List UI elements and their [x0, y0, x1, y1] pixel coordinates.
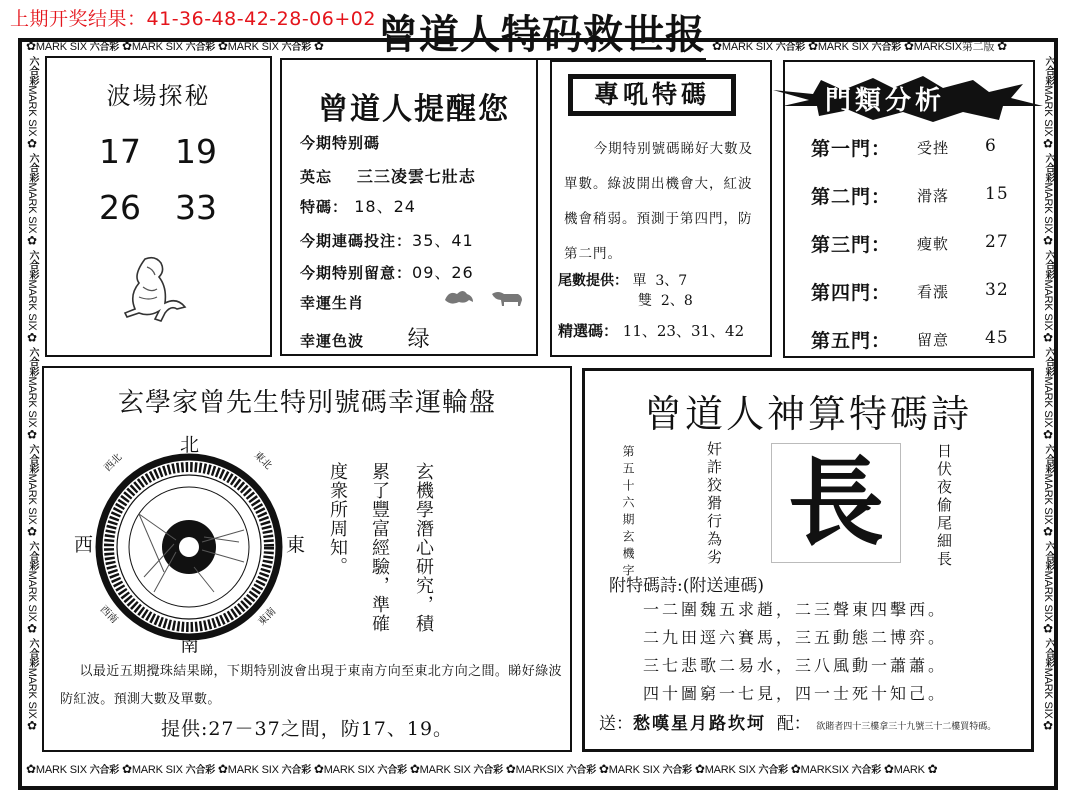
panel-lucky-wheel [42, 366, 572, 752]
panel-title: 波場探秘 [106, 82, 211, 110]
border-text: MARK SIX [419, 764, 471, 776]
gate-label: 第二門： [811, 186, 892, 208]
logo-text: 六合彩 [27, 541, 38, 571]
logo-text: 六合彩 [566, 765, 597, 776]
wheel-provide: 提供:27－37之間，防17、19。 [160, 718, 454, 740]
clover-icon: ✿ [217, 762, 228, 776]
clover-icon: ✿ [1041, 233, 1055, 248]
lucky-number: 26 [99, 188, 141, 227]
clover-icon: ✿ [25, 136, 39, 151]
picks [558, 320, 744, 341]
border-strip-top-right [712, 38, 1054, 54]
masthead-title: 曾道人特码救世报 [378, 11, 706, 58]
border-text: MARK SIX [26, 473, 38, 525]
direction-east: 東 [286, 534, 306, 556]
bird-illustration-icon [117, 253, 197, 323]
border-text: MARK SIX [26, 182, 38, 234]
border-text: MARK SIX [1042, 85, 1054, 137]
picks-label: 精選碼： [558, 322, 619, 340]
ox-icon [490, 288, 524, 306]
border-text: MARK SIX [704, 764, 756, 776]
clover-icon: ✿ [25, 233, 39, 248]
lucky-color-value: 绿 [407, 327, 431, 352]
tail-label: 尾數提供： [558, 273, 628, 289]
border-text: MARK SIX [1042, 279, 1054, 331]
gate-label: 第四門： [811, 282, 892, 304]
clover-icon: ✿ [883, 762, 894, 776]
clover-icon: ✿ [26, 762, 36, 776]
edition-text: MARKSIX第二版 [913, 41, 995, 53]
logo-text: 六合彩 [1043, 347, 1054, 377]
logo-text: 六合彩 [185, 765, 216, 776]
logo-text: 六合彩 [1043, 638, 1054, 668]
border-text: MARK SIX [131, 41, 183, 53]
gate-row [811, 278, 1009, 305]
clover-icon: ✿ [217, 39, 228, 53]
gate-row [811, 326, 1009, 353]
logo-text: 六合彩 [662, 765, 692, 776]
issue-column: 第五十六期玄機字 [621, 445, 635, 581]
last-result-label: 上期开奖结果： [10, 8, 147, 30]
poem-line: 四十圖窮一七見，四一士死十知己。 [643, 684, 948, 703]
poem-header: 附特碼詩:(附送連碼) [609, 576, 764, 596]
border-text: MARK SIX [35, 764, 87, 776]
logo-text: 六合彩 [89, 765, 120, 776]
row-value: 三三凌雲七壯志 [356, 167, 476, 186]
gate-label: 第三門： [811, 234, 892, 256]
border-text: MARK SIX [26, 376, 38, 428]
riddle-answer-char: 長 [771, 443, 901, 563]
logo-text: 六合彩 [27, 347, 38, 377]
panel-title: 專吼特碼 [568, 74, 736, 116]
border-strip-left [24, 56, 40, 758]
clover-icon: ✿ [25, 427, 39, 442]
clover-icon: ✿ [25, 524, 39, 539]
gate-number: 45 [985, 328, 1009, 348]
pair-label: 配： [776, 714, 811, 734]
wheel-note-col-3: 度衆所周知。 [327, 462, 348, 576]
logo-text: 六合彩 [27, 56, 38, 86]
panel-reminder [280, 58, 538, 356]
poem-line: 三七悲歌二易水，三八風動一蕭蕭。 [643, 656, 948, 675]
send-label: 送： [599, 714, 633, 734]
logo-text: 六合彩 [1043, 56, 1054, 86]
clover-icon: ✿ [1041, 330, 1055, 345]
reminder-row [300, 322, 431, 353]
logo-text: 六合彩 [281, 42, 311, 53]
border-text: MARKSIX [800, 764, 849, 776]
border-text: MARK SIX [26, 667, 38, 719]
wheel-note-col-2: 累了豐富經驗，準確 [369, 462, 390, 633]
logo-text: 六合彩 [27, 444, 38, 474]
gate-number: 27 [985, 232, 1009, 252]
logo-text: 六合彩 [377, 765, 407, 776]
row-label: 幸運生肖 [300, 294, 365, 312]
row-label: 特碼： [300, 198, 349, 216]
gate-number: 15 [985, 184, 1009, 204]
panel-gate-analysis [783, 60, 1035, 358]
clover-icon: ✿ [409, 762, 420, 776]
border-text: MARK SIX [721, 41, 773, 53]
border-strip-top-left [26, 38, 372, 54]
panel-title: 玄學家曾先生特別號碼幸運輪盤 [117, 388, 496, 418]
clover-icon: ✿ [25, 718, 39, 733]
clover-icon: ✿ [598, 762, 609, 776]
logo-text: 六合彩 [775, 42, 806, 53]
reminder-row [300, 132, 380, 153]
logo-text: 六合彩 [871, 42, 902, 53]
logo-text: 六合彩 [1043, 541, 1054, 571]
clover-icon: ✿ [25, 621, 39, 636]
clover-icon: ✿ [121, 762, 132, 776]
border-text: MARK SIX [1042, 376, 1054, 428]
reminder-row [300, 194, 416, 217]
gate-label: 第五門： [811, 330, 892, 352]
tail-numbers [558, 270, 687, 290]
logo-text: 六合彩 [1043, 250, 1054, 280]
panel-title: 門類分析 [825, 86, 946, 116]
riddle-left-column: 奸詐狡猾行為劣 [705, 441, 723, 567]
gate-word: 看漲 [917, 283, 950, 301]
border-text: MARK SIX [35, 41, 87, 53]
logo-text: 六合彩 [27, 250, 38, 280]
gate-word: 瘦軟 [917, 235, 950, 253]
border-text: MARK SIX [323, 764, 375, 776]
tail-even-label: 雙 [638, 293, 652, 309]
logo-text: 六合彩 [281, 765, 311, 776]
direction-north: 北 [180, 434, 200, 456]
poem-line: 一二圍魏五求趙，二三聲東四擊西。 [643, 600, 948, 619]
direction-south: 南 [180, 634, 200, 656]
poem-line: 二九田逕六賽馬，三五動態二博弈。 [643, 628, 948, 647]
logo-text: 六合彩 [27, 153, 38, 183]
clover-icon: ✿ [121, 39, 132, 53]
border-text: MARK SIX [26, 85, 38, 137]
direction-southwest: 西南 [97, 603, 120, 626]
logo-text: 六合彩 [1043, 444, 1054, 474]
row-label: 幸運色波 [300, 332, 365, 350]
clover-icon: ✿ [997, 39, 1007, 53]
border-text: MARK SIX [131, 764, 183, 776]
clover-icon: ✿ [25, 330, 39, 345]
clover-icon: ✿ [26, 39, 36, 53]
gate-word: 受挫 [917, 139, 950, 157]
row-value: 09、26 [412, 263, 474, 282]
clover-icon: ✿ [313, 762, 324, 776]
border-text: MARK SIX [227, 41, 279, 53]
direction-northeast: 東北 [251, 449, 274, 472]
logo-text: 六合彩 [27, 638, 38, 668]
clover-icon: ✿ [1041, 524, 1055, 539]
panel-poem [582, 368, 1034, 752]
clover-icon: ✿ [790, 762, 801, 776]
send-value: 愁嘆星月路坎坷 [633, 714, 766, 734]
clover-icon: ✿ [903, 39, 914, 53]
border-text: MARK SIX [26, 570, 38, 622]
border-text: MARK [893, 764, 925, 776]
tail-odd-label: 單 [632, 273, 647, 289]
gate-row [811, 134, 997, 161]
tail-even-value: 2、8 [660, 293, 693, 309]
row-value: 18、24 [354, 197, 416, 216]
wheel-paragraph: 以最近五期攪珠結果睇，下期特别波會出現于東南方向至東北方向之間。睇好綠波防紅波。預測大數及單數。 [60, 664, 562, 707]
direction-northwest: 西北 [102, 451, 125, 474]
direction-west: 西 [74, 534, 94, 556]
gate-word: 留意 [917, 331, 950, 349]
lucky-number: 17 [99, 132, 141, 171]
gate-word: 滑落 [917, 187, 950, 205]
clover-icon: ✿ [694, 762, 705, 776]
border-text: MARK SIX [227, 764, 279, 776]
panel-title: 曾道人神算特碼詩 [643, 392, 972, 436]
logo-text: 六合彩 [758, 765, 788, 776]
clover-icon: ✿ [712, 39, 722, 53]
lucky-number: 19 [175, 132, 217, 171]
row-value: 35、41 [412, 231, 474, 250]
gate-row [811, 230, 1009, 257]
border-text: MARK SIX [608, 764, 660, 776]
row-label: 英忘 [300, 168, 333, 186]
lucky-number: 33 [175, 188, 217, 227]
monkey-icon [442, 288, 476, 306]
row-label: 今期連碼投注： [300, 232, 413, 250]
gate-number: 32 [985, 280, 1009, 300]
clover-icon: ✿ [313, 39, 324, 53]
border-strip-right [1040, 56, 1056, 758]
last-result-value: 41-36-48-42-28-06+02 [146, 8, 376, 30]
reminder-row [300, 260, 474, 283]
reminder-row [300, 228, 474, 251]
clover-icon: ✿ [1041, 621, 1055, 636]
gate-label: 第一門： [811, 138, 892, 160]
clover-icon: ✿ [1041, 718, 1055, 733]
clover-icon: ✿ [807, 39, 818, 53]
poem-send-line [599, 709, 996, 734]
panel-special-code [550, 60, 772, 357]
logo-text: 六合彩 [89, 42, 120, 53]
panel-title: 曾道人提醒您 [318, 92, 510, 127]
border-strip-bottom [26, 761, 1052, 777]
border-text: MARK SIX [1042, 570, 1054, 622]
border-text: MARK SIX [1042, 667, 1054, 719]
row-label: 今期特别碼 [300, 134, 381, 152]
reminder-row [300, 164, 476, 187]
direction-southeast: 東南 [256, 605, 279, 628]
tail-odd-value: 3、7 [655, 273, 688, 289]
picks-value: 11、23、31、42 [622, 322, 745, 340]
logo-text: 六合彩 [851, 765, 882, 776]
clover-icon: ✿ [1041, 427, 1055, 442]
logo-text: 六合彩 [185, 42, 216, 53]
logo-text: 六合彩 [473, 765, 503, 776]
border-text: MARK SIX [1042, 473, 1054, 525]
clover-icon: ✿ [927, 762, 938, 776]
riddle-right-column: 日伏夜偷尾細長 [935, 443, 953, 569]
gate-row [811, 182, 1009, 209]
gate-number: 6 [985, 136, 997, 156]
panel-wave-explore [45, 56, 272, 357]
special-description: 今期特别號碼睇好大數及單數。綠波開出機會大，紅波機會稍弱。預測于第四門，防第二門。 [564, 141, 754, 262]
clover-icon: ✿ [1041, 136, 1055, 151]
row-label: 今期特别留意： [300, 264, 413, 282]
border-text: MARK SIX [1042, 182, 1054, 234]
border-text: MARK SIX [817, 41, 869, 53]
logo-text: 六合彩 [1043, 153, 1054, 183]
wheel-note-col-1: 玄機學潛心研究，積 [413, 462, 434, 633]
tail-numbers-even [638, 290, 693, 310]
border-text: MARKSIX [515, 764, 564, 776]
clover-icon: ✿ [505, 762, 516, 776]
reminder-row [300, 292, 364, 313]
last-result [10, 4, 376, 31]
border-text: MARK SIX [26, 279, 38, 331]
pair-value: 欲賭者四十三樓拿三十九號三十二樓買特碼。 [816, 722, 997, 732]
